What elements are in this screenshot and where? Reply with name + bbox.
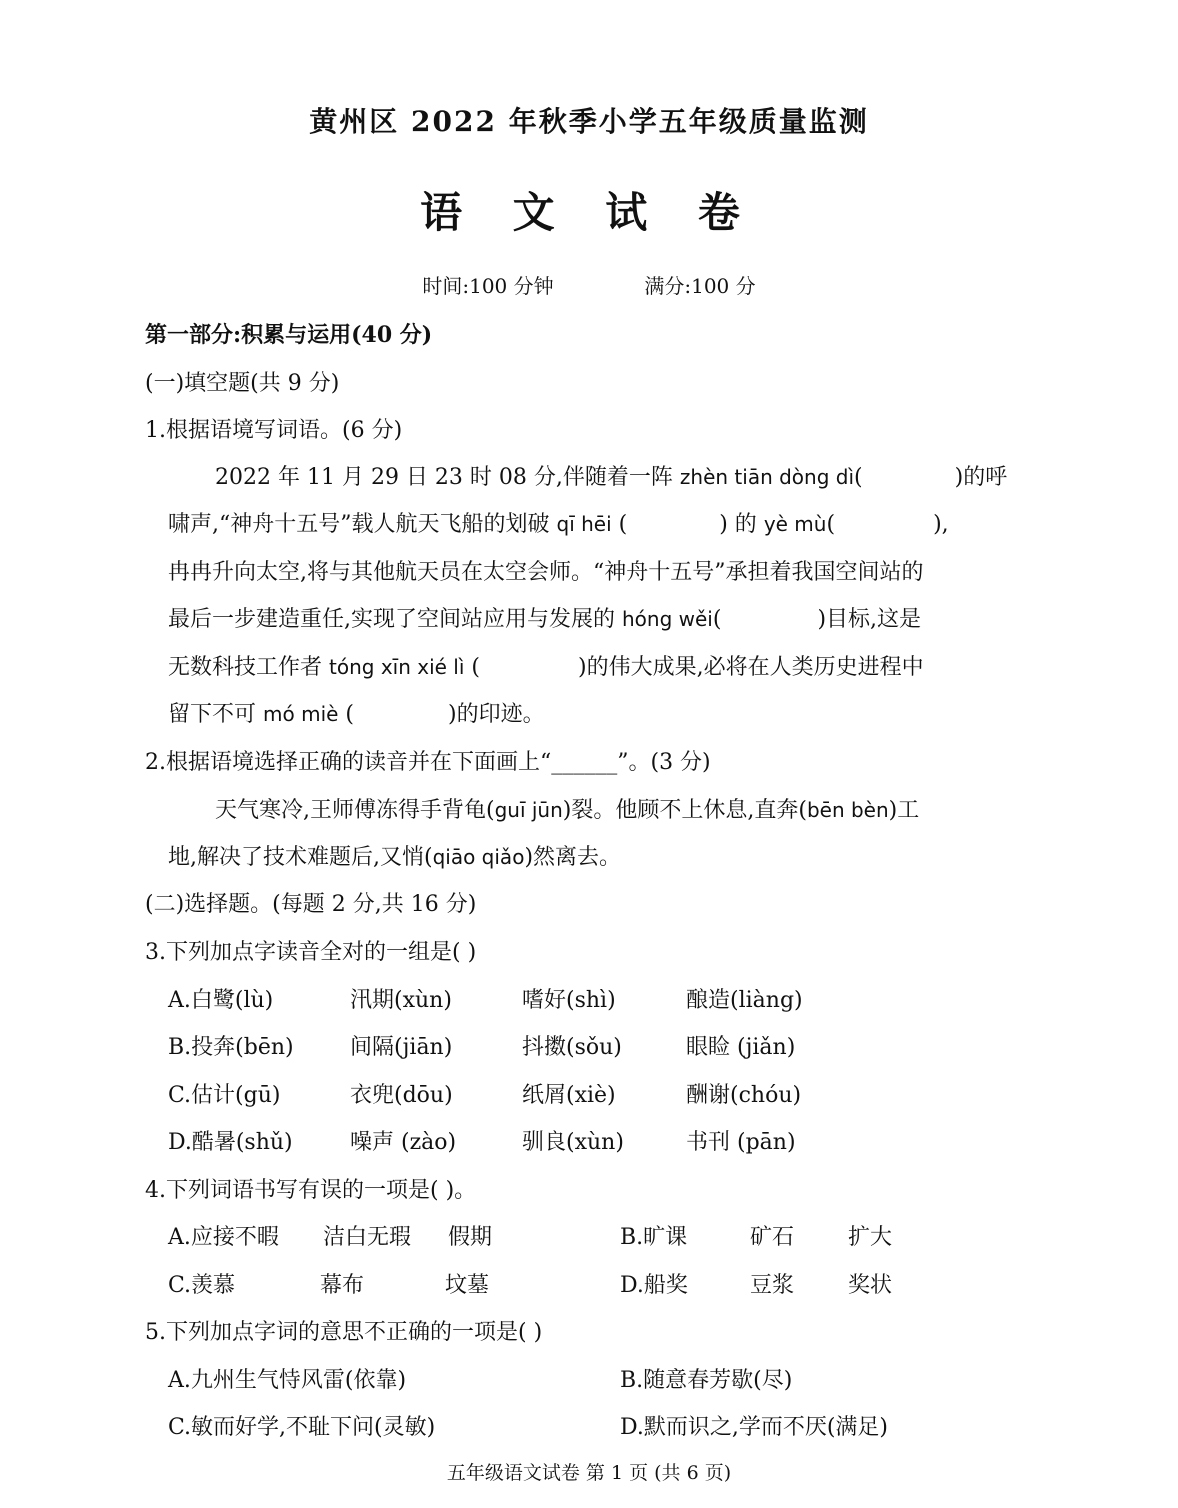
q4-option-a[interactable]: A.应接不暇 — [168, 1225, 279, 1250]
section1-heading: (一)填空题(共 9 分) — [145, 371, 340, 396]
pinyin-ye-mu: yè mù — [763, 512, 827, 536]
q3-option[interactable]: A.白鹭(lù) — [168, 988, 274, 1013]
exam-meta — [0, 270, 1178, 299]
q5-option-b[interactable]: B.随意春芳歇(尽) — [620, 1368, 793, 1393]
q5-option-a[interactable]: A.九州生气恃风雷(依靠) — [168, 1368, 407, 1393]
section2-heading: (二)选择题。(每题 2 分,共 16 分) — [145, 892, 477, 917]
pinyin-choice-ben[interactable]: bēn bèn — [806, 798, 889, 822]
q1-line5: 无数科技工作者 tóng xīn xié lì ( )的伟大成果,必将在人类历史进程中 — [168, 655, 924, 680]
pinyin-qi-hei: qī hēi — [556, 512, 612, 536]
q2-line1: 天气寒冷,王师傅冻得手背龟(guī jūn)裂。他顾不上休息,直奔(bēn bèn)工 — [215, 798, 920, 823]
q4-option-c[interactable]: C.羡慕 — [168, 1273, 236, 1298]
q4-word: 豆浆 — [750, 1273, 795, 1298]
q2-line2: 地,解决了技术难题后,又悄(qiāo qiǎo)然离去。 — [168, 845, 622, 870]
q4-word: 幕布 — [320, 1273, 365, 1298]
q3-option[interactable]: D.酷暑(shǔ) — [168, 1130, 293, 1155]
q3-option[interactable]: B.投奔(bēn) — [168, 1035, 294, 1060]
q1-stem: 1.根据语境写词语。(6 分) — [145, 418, 403, 443]
q3-word: 纸屑(xiè) — [522, 1083, 616, 1108]
exam-subtitle: 语 文 试 卷 — [420, 188, 758, 237]
q1-line6: 留下不可 mó miè ( )的印迹。 — [168, 702, 545, 727]
q3-word: 书刊 (pān) — [686, 1130, 796, 1155]
q3-word: 嗜好(shì) — [522, 988, 616, 1013]
q3-stem: 3.下列加点字读音全对的一组是( ) — [145, 940, 477, 965]
pinyin-tong-xin-xie-li: tóng xīn xié lì — [329, 655, 465, 679]
q3-word: 噪声 (zào) — [350, 1130, 457, 1155]
q4-word: 奖状 — [848, 1273, 893, 1298]
q5-option-d[interactable]: D.默而识之,学而不厌(满足) — [620, 1415, 889, 1440]
q1-line3: 冉冉升向太空,将与其他航天员在太空会师。“神舟十五号”承担着我国空间站的 — [168, 560, 924, 585]
q3-word: 驯良(xùn) — [522, 1130, 624, 1155]
q3-option[interactable]: C.估计(gū) — [168, 1083, 281, 1108]
q4-stem: 4.下列词语书写有误的一项是( )。 — [145, 1178, 477, 1203]
pinyin-mo-mie: mó miè — [263, 702, 339, 726]
exam-score: 满分:100 分 — [644, 274, 756, 298]
q5-option-c[interactable]: C.敏而好学,不耻下问(灵敏) — [168, 1415, 436, 1440]
q4-option-b[interactable]: B.旷课 — [620, 1225, 688, 1250]
q3-word: 酿造(liàng) — [686, 988, 803, 1013]
part1-heading: 第一部分:积累与运用(40 分) — [145, 322, 433, 348]
q3-word: 酬谢(chóu) — [686, 1083, 802, 1108]
q1-line2: 啸声,“神舟十五号”载人航天飞船的划破 qī hēi ( ) 的 yè mù( ), — [168, 512, 949, 537]
q1-line4: 最后一步建造重任,实现了空间站应用与发展的 hóng wěi( )目标,这是 — [168, 607, 922, 632]
page-footer: 五年级语文试卷 第 1 页 (共 6 页) — [446, 1462, 732, 1484]
q4-word: 矿石 — [750, 1225, 795, 1250]
q2-stem: 2.根据语境选择正确的读音并在下面画上“______”。(3 分) — [145, 750, 711, 775]
pinyin-choice-qiao[interactable]: qiāo qiǎo — [432, 845, 525, 869]
exam-title: 黄州区 2022 年秋季小学五年级质量监测 — [309, 105, 869, 138]
pinyin-choice-gui-jun[interactable]: guī jūn — [494, 798, 563, 822]
pinyin-zhen-tian-dong-di: zhèn tiān dòng dì — [679, 465, 855, 489]
q4-word: 洁白无瑕 — [323, 1225, 412, 1250]
q3-word: 衣兜(dōu) — [350, 1083, 453, 1108]
q4-word: 坟墓 — [445, 1273, 490, 1298]
q3-word: 间隔(jiān) — [350, 1035, 453, 1060]
q3-word: 汛期(xùn) — [350, 988, 452, 1013]
q4-word: 假期 — [448, 1225, 493, 1250]
exam-time: 时间:100 分钟 — [422, 274, 554, 298]
pinyin-hong-wei: hóng wěi — [622, 607, 713, 631]
q5-stem: 5.下列加点字词的意思不正确的一项是( ) — [145, 1320, 543, 1345]
q1-line1: 2022 年 11 月 29 日 23 时 08 分,伴随着一阵 zhèn tiān dòng dì( )的呼 — [215, 465, 1008, 490]
q3-word: 抖擞(sǒu) — [522, 1035, 622, 1060]
q3-word: 眼睑 (jiǎn) — [686, 1035, 796, 1060]
q4-option-d[interactable]: D.船奖 — [620, 1273, 688, 1298]
q4-word: 扩大 — [848, 1225, 893, 1250]
